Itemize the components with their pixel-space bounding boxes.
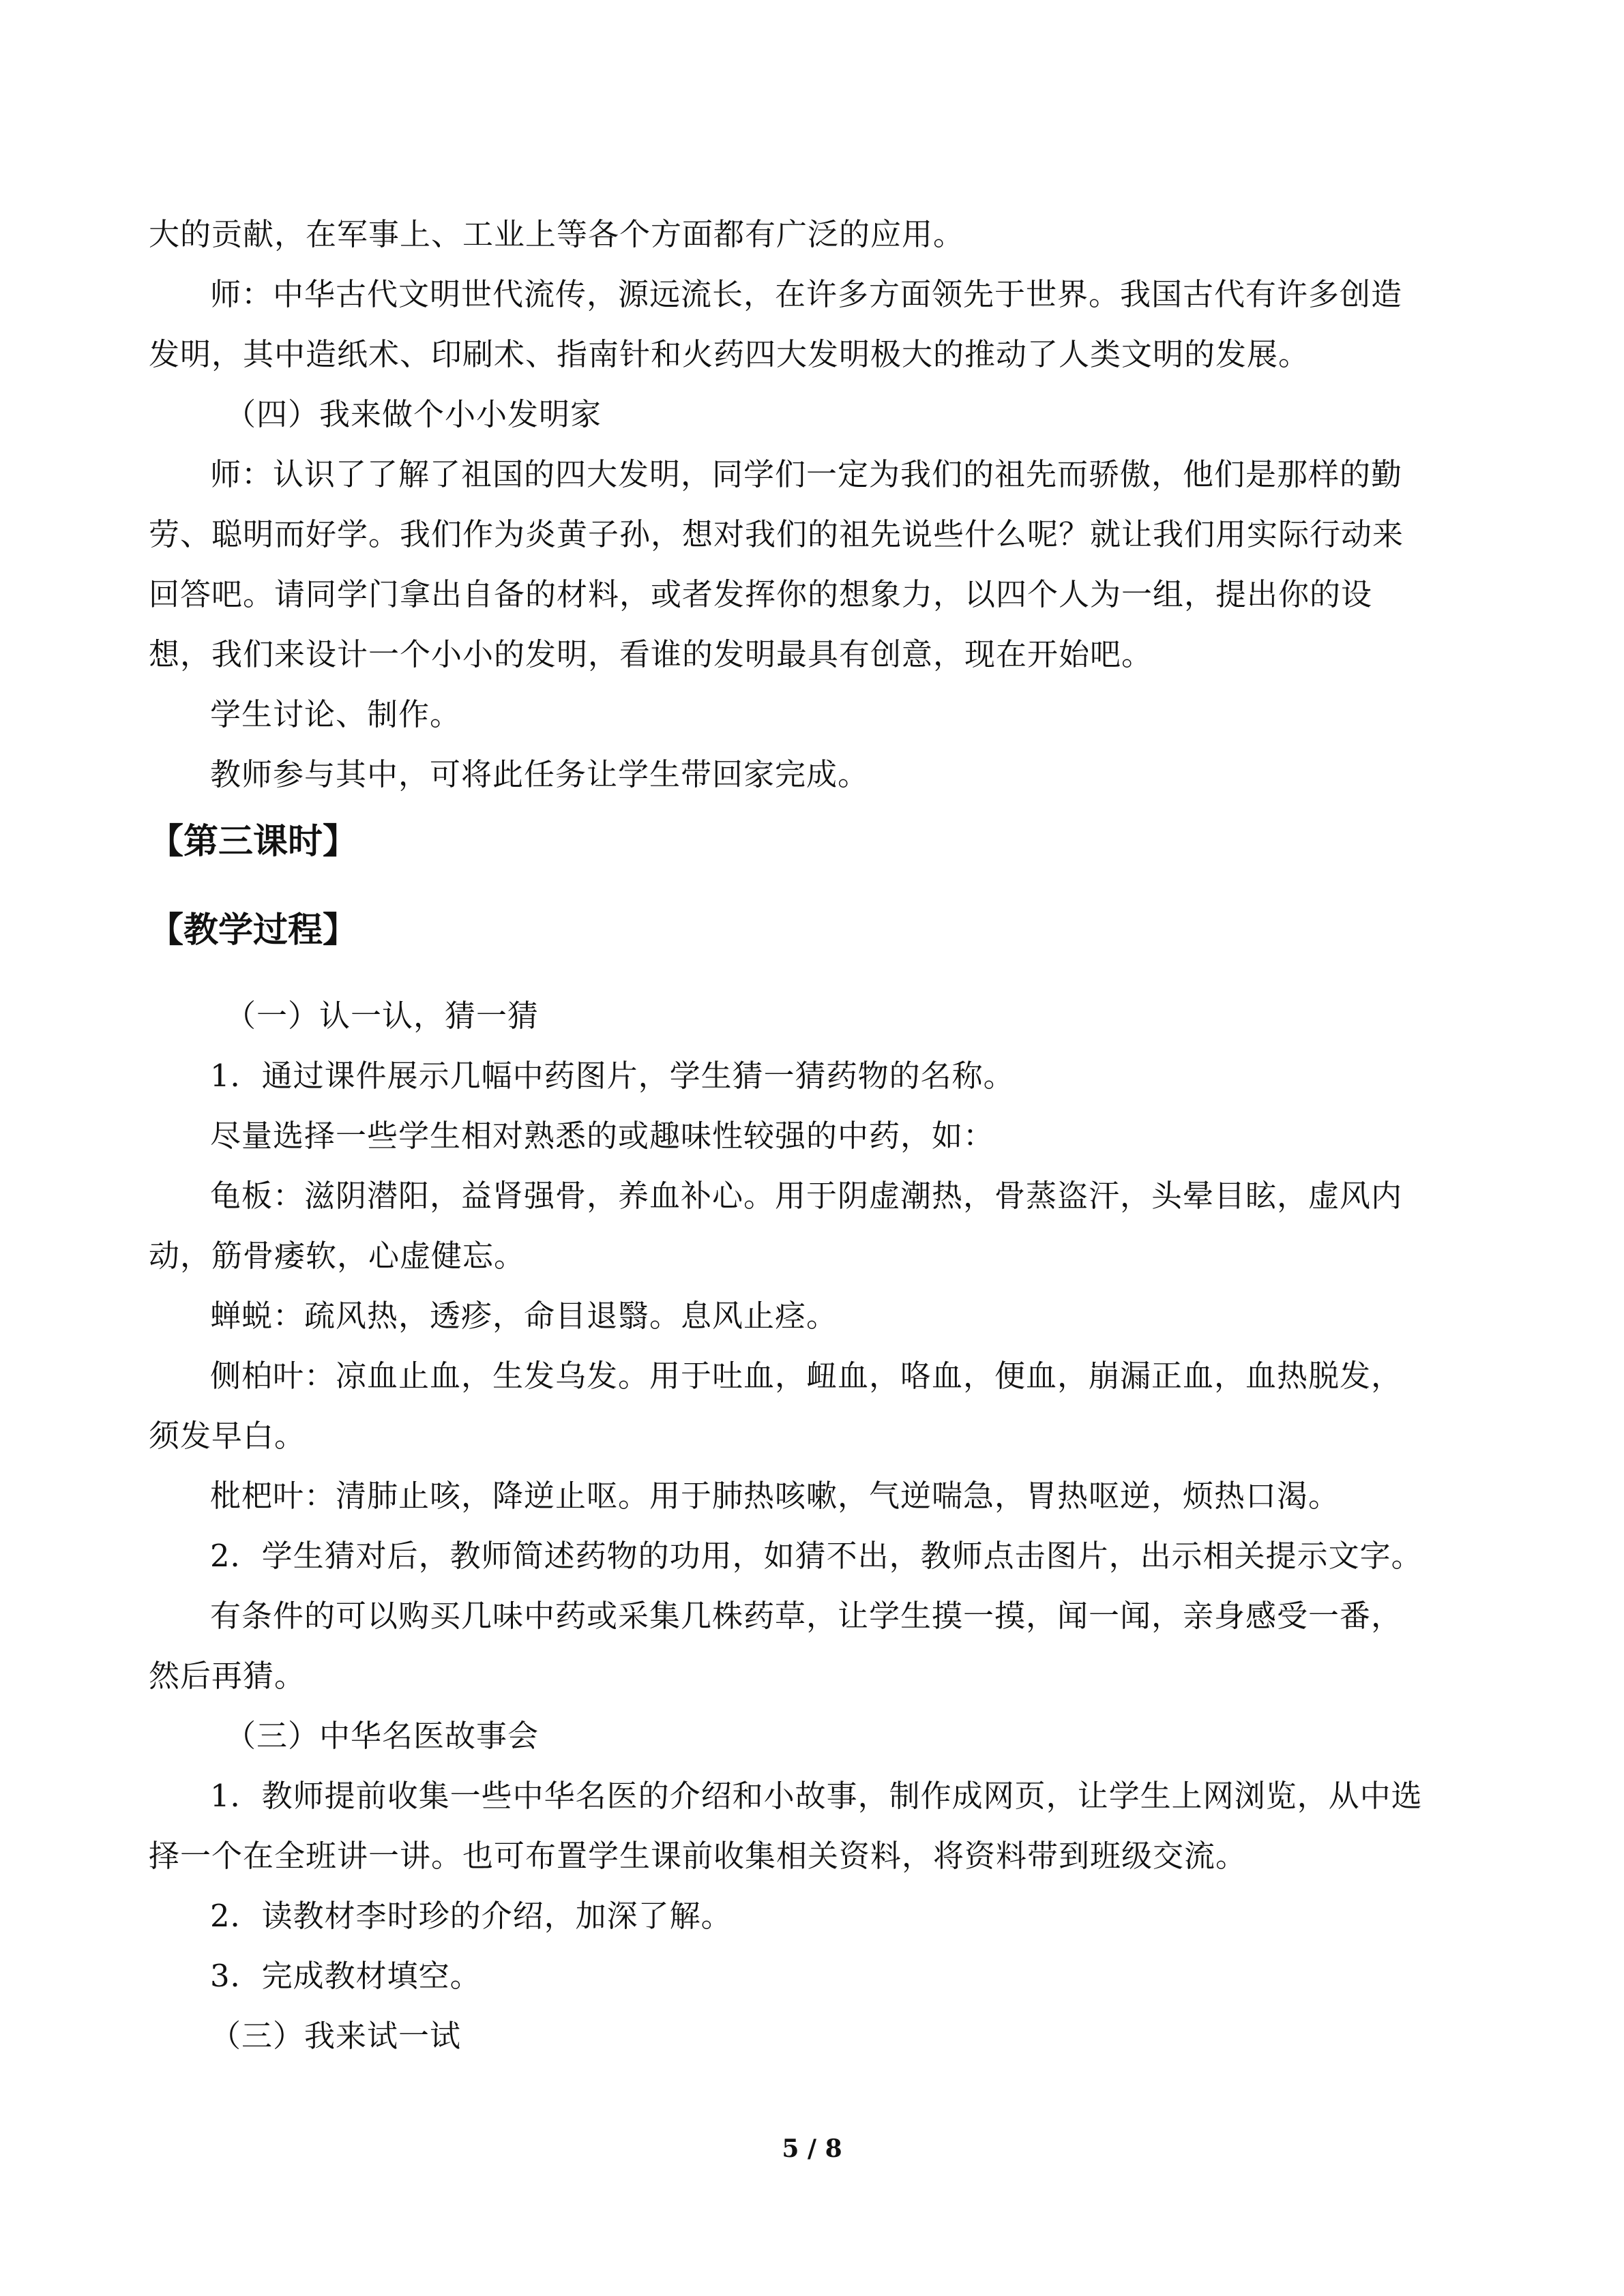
body-text-line: 须发早白。 bbox=[149, 1418, 306, 1454]
body-text-line: 1．通过课件展示几幅中药图片，学生猜一猜药物的名称。 bbox=[210, 1058, 1015, 1094]
section-heading: 【教学过程】 bbox=[149, 910, 358, 951]
body-text-line: 尽量选择一些学生相对熟悉的或趣味性较强的中药，如： bbox=[210, 1118, 995, 1154]
body-text-line: 择一个在全班讲一讲。也可布置学生课前收集相关资料，将资料带到班级交流。 bbox=[149, 1838, 1247, 1874]
body-text-line: 枇杷叶：清肺止咳，降逆止呕。用于肺热咳嗽，气逆喘急，胃热呕逆，烦热口渴。 bbox=[210, 1478, 1340, 1514]
section-subtitle: （三）我来试一试 bbox=[210, 2018, 462, 2054]
body-text-line: 想，我们来设计一个小小的发明，看谁的发明最具有创意，现在开始吧。 bbox=[149, 636, 1153, 672]
body-text-line: 龟板：滋阴潜阳，益肾强骨，养血补心。用于阴虚潮热，骨蒸盗汗，头晕目眩，虚风内 bbox=[210, 1178, 1403, 1214]
body-text-line: 1．教师提前收集一些中华名医的介绍和小故事，制作成网页，让学生上网浏览，从中选 bbox=[210, 1778, 1423, 1814]
body-text-line: 师：中华古代文明世代流传，源远流长，在许多方面领先于世界。我国古代有许多创造 bbox=[210, 276, 1403, 312]
body-text-line: 动，筋骨痿软，心虚健忘。 bbox=[149, 1238, 526, 1274]
page-number: 5 / 8 bbox=[782, 2134, 842, 2163]
body-text-line: 2．学生猜对后，教师简述药物的功用，如猜不出，教师点击图片，出示相关提示文字。 bbox=[210, 1538, 1423, 1574]
body-text-line: 侧柏叶：凉血止血，生发乌发。用于吐血，衄血，咯血，便血，崩漏正血，血热脱发， bbox=[210, 1358, 1403, 1394]
body-text-line: 回答吧。请同学门拿出自备的材料，或者发挥你的想象力，以四个人为一组，提出你的设 bbox=[149, 576, 1373, 612]
section-subtitle: （四）我来做个小小发明家 bbox=[225, 396, 602, 432]
body-text-line: 3．完成教材填空。 bbox=[210, 1958, 482, 1994]
body-text-line: 然后再猜。 bbox=[149, 1658, 306, 1694]
body-text-line: 蝉蜕：疏风热，透疹，命目退翳。息风止痉。 bbox=[210, 1298, 838, 1334]
body-text-line: 教师参与其中，可将此任务让学生带回家完成。 bbox=[210, 756, 870, 792]
section-subtitle: （三）中华名医故事会 bbox=[225, 1718, 540, 1754]
body-text-line: 师：认识了了解了祖国的四大发明，同学们一定为我们的祖先而骄傲，他们是那样的勤 bbox=[210, 456, 1403, 492]
section-subtitle: （一）认一认，猜一猜 bbox=[225, 998, 540, 1034]
body-text-line: 发明，其中造纸术、印刷术、指南针和火药四大发明极大的推动了人类文明的发展。 bbox=[149, 336, 1310, 372]
body-text-line: 有条件的可以购买几味中药或采集几株药草，让学生摸一摸，闻一闻，亲身感受一番， bbox=[210, 1598, 1403, 1634]
body-text-line: 2．读教材李时珍的介绍，加深了解。 bbox=[210, 1898, 733, 1934]
body-text-line: 学生讨论、制作。 bbox=[210, 696, 462, 732]
body-text-line: 劳、聪明而好学。我们作为炎黄子孙，想对我们的祖先说些什么呢？就让我们用实际行动来 bbox=[149, 516, 1404, 552]
body-text-line: 大的贡献，在军事上、工业上等各个方面都有广泛的应用。 bbox=[149, 216, 965, 252]
section-heading: 【第三课时】 bbox=[149, 822, 358, 862]
